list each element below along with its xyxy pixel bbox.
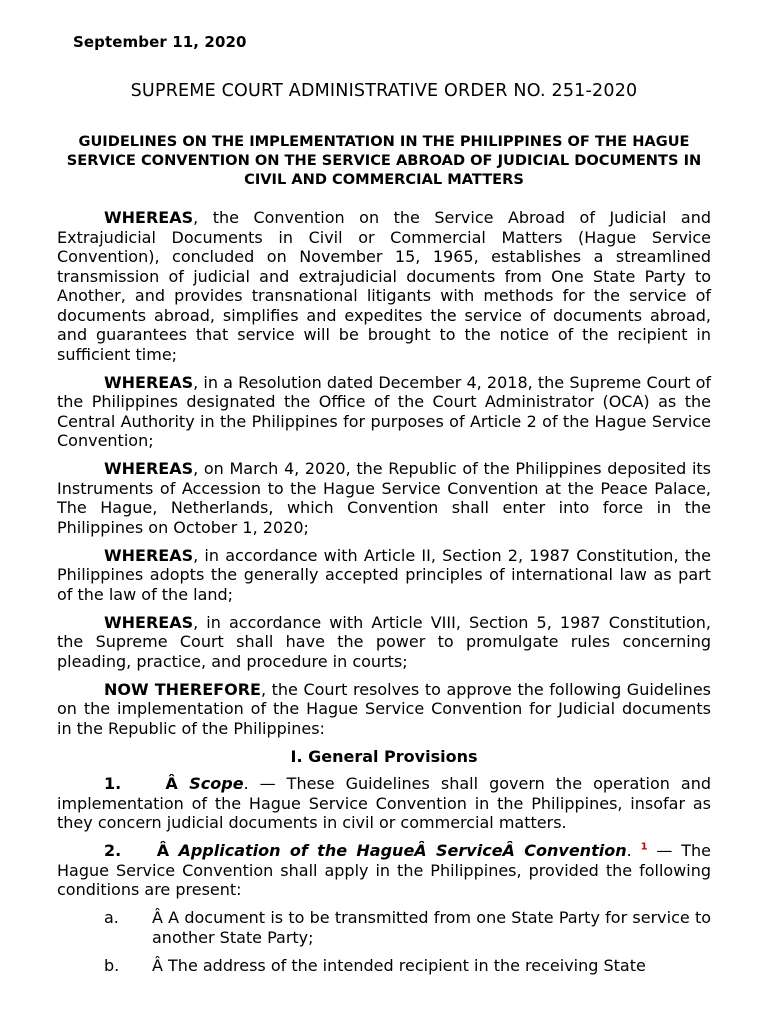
paragraph-lead: WHEREAS xyxy=(104,459,194,478)
provision-title: Scope xyxy=(189,774,244,793)
order-title: SUPREME COURT ADMINISTRATIVE ORDER NO. 251-2020 xyxy=(130,81,638,101)
whereas-paragraph xyxy=(57,459,711,537)
provision-number: 1. xyxy=(104,774,122,793)
sub-item xyxy=(104,908,711,947)
section-heading: I. General Provisions xyxy=(290,746,478,766)
provision-text: . — These Guidelines shall govern the operation and implementation of the Hague Service Convention in the Philippines, insofar as they concern judicial documents in civil or commercial matters. xyxy=(57,774,712,832)
paragraph-text: , on March 4, 2020, the Republic of the Philippines deposited its Instruments of Accession to the Hague Service Convention at the Peace Palace, The Hague, Netherlands, which Convention shall enter into force in the Philippines on October 1, 2020; xyxy=(57,459,711,537)
paragraph-lead: WHEREAS xyxy=(104,545,194,565)
provision-number: 2. xyxy=(104,841,122,860)
paragraph-text: , in accordance with Article II, Section 2, 1987 Constitution, the Philippines adopts the generally accepted principles of international law as part of the law of the land; xyxy=(57,545,711,604)
provision-prefix: Â xyxy=(156,841,179,860)
provision-prefix: Â xyxy=(165,774,190,793)
whereas-paragraph xyxy=(57,613,711,672)
provision-title: Application of the HagueÂ ServiceÂ Convention xyxy=(178,841,627,860)
guidelines-title: GUIDELINES ON THE IMPLEMENTATION IN THE PHILIPPINES OF THE HAGUE SERVICE CONVENTION ON THE SERVICE ABROAD OF JUDICIAL DOCUMENTS IN CIVIL AND COMMERCIAL MATTERS xyxy=(66,133,702,188)
footnote-link[interactable]: 1 xyxy=(640,841,648,853)
document-body xyxy=(57,208,711,984)
paragraph-text: , the Court resolves to approve the following Guidelines on the implementation of the Hague Service Convention for Judicial documents in the Republic of the Philippines: xyxy=(57,679,711,738)
sub-item-letter: a. xyxy=(104,908,119,927)
paragraph-text: , in accordance with Article VIII, Section 5, 1987 Constitution, the Supreme Court shall have the power to promulgate rules concerning pleading, practice, and procedure in courts; xyxy=(57,612,711,671)
paragraph-lead: WHEREAS xyxy=(104,372,194,392)
whereas-paragraph xyxy=(57,373,711,451)
resolution-paragraph xyxy=(57,680,711,739)
paragraph-lead: WHEREAS xyxy=(104,612,194,632)
provision-item xyxy=(57,774,711,833)
provision-item: 2. Â Application of the HagueÂ ServiceÂ Convention. $^1$ — The Hague Service Convention shall apply in the Philippines, provided the following conditions are present: xyxy=(57,841,712,899)
whereas-paragraph xyxy=(57,546,711,605)
paragraph-lead: WHEREAS xyxy=(104,208,194,227)
sub-item-text: Â The address of the intended recipient in the receiving State xyxy=(152,955,646,975)
document-date: September 11, 2020 xyxy=(73,33,247,51)
paragraph-text: , the Convention on the Service Abroad of Judicial and Extrajudicial Documents in Civil or Commercial Matters (Hague Service Convention), concluded on November 15, 1965, establishes a streamlined transmission of judicial and extrajudicial documents from One State Party to Another, and provides transnational litigants with methods for the service of documents abroad, simplifies and expedites the service of documents abroad, and guarantees that service will be brought to the notice of the recipient in sufficient time; xyxy=(57,208,711,364)
whereas-paragraph xyxy=(57,208,711,364)
paragraph-lead: NOW THEREFORE xyxy=(104,679,261,699)
sub-item xyxy=(104,956,711,976)
sub-item-text: Â A document is to be transmitted from one State Party for service to another State Party; xyxy=(152,908,711,947)
sub-item-letter: b. xyxy=(104,955,120,975)
provision-text: — The Hague Service Convention shall apply in the Philippines, provided the following conditions are present: xyxy=(57,841,712,899)
paragraph-text: , in a Resolution dated December 4, 2018, the Supreme Court of the Philippines designated the Office of the Court Administrator (OCA) as the Central Authority in the Philippines for purposes of Article 2 of the Hague Service Convention; xyxy=(57,372,711,450)
